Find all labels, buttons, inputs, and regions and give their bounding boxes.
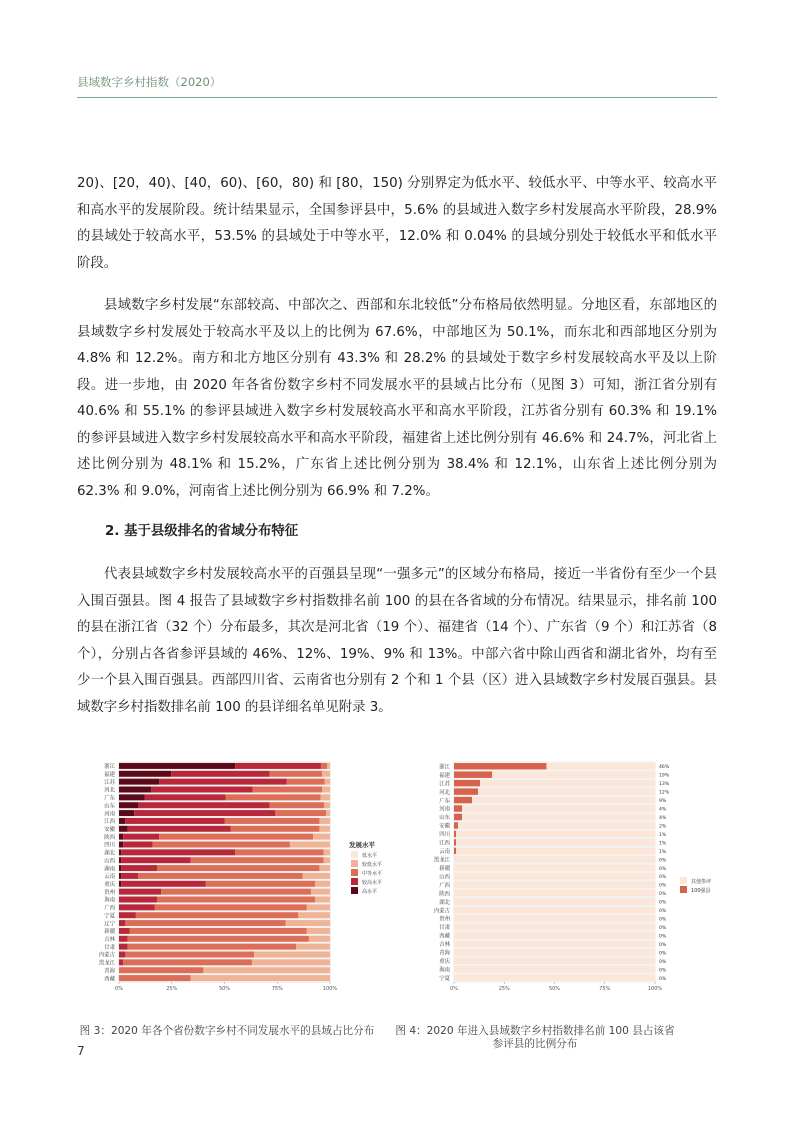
bar-segment	[454, 907, 655, 913]
value-label: 0%	[659, 858, 667, 864]
bar-segment	[119, 881, 121, 887]
bar-segment	[226, 794, 321, 800]
category-label: 新疆	[104, 929, 115, 936]
legend-label: 较低水平	[362, 862, 383, 868]
bar-segment	[480, 780, 655, 786]
x-tick-label: 0%	[115, 986, 123, 992]
bar-segment	[454, 805, 462, 811]
category-label: 湖南	[104, 866, 115, 873]
figure-3-chart	[77, 752, 397, 1022]
category-label: 宁夏	[439, 975, 450, 982]
bar-segment	[119, 842, 123, 848]
category-label: 贵州	[104, 889, 115, 896]
category-label: 山西	[439, 874, 450, 881]
value-label: 1%	[659, 841, 667, 847]
category-label: 重庆	[439, 959, 450, 966]
value-label: 0%	[659, 951, 667, 957]
bar-segment	[119, 920, 125, 926]
bar-segment	[462, 814, 655, 820]
bar-segment	[478, 788, 655, 794]
bar-segment	[454, 924, 655, 930]
value-label: 12%	[659, 790, 670, 796]
bar-segment	[324, 849, 330, 855]
bar-segment	[191, 857, 324, 863]
category-label: 四川	[104, 842, 115, 849]
bar-segment	[119, 849, 121, 855]
value-label: 4%	[659, 807, 667, 813]
category-label: 海南	[439, 967, 450, 974]
value-label: 0%	[659, 934, 667, 940]
category-label: 陕西	[439, 891, 450, 898]
category-label: 浙江	[104, 764, 115, 771]
section-heading: 2. 基于县级排名的省域分布特征	[105, 524, 299, 539]
category-label: 广西	[104, 905, 115, 912]
value-label: 0%	[659, 900, 667, 906]
bar-segment	[454, 932, 655, 938]
category-label: 海南	[104, 897, 115, 904]
bar-segment	[321, 794, 330, 800]
legend-swatch	[351, 878, 358, 885]
category-label: 云南	[104, 874, 115, 881]
value-label: 0%	[659, 909, 667, 915]
bar-segment	[454, 890, 655, 896]
bar-segment	[225, 818, 320, 824]
value-label: 0%	[659, 968, 667, 974]
bar-segment	[119, 794, 145, 800]
bar-segment	[454, 797, 472, 803]
category-label: 江苏	[439, 781, 450, 788]
bar-segment	[269, 771, 322, 777]
bar-segment	[321, 763, 327, 769]
category-label: 山东	[439, 815, 450, 822]
bar-segment	[252, 959, 330, 965]
bar-segment	[454, 763, 546, 769]
bar-segment	[311, 889, 330, 895]
bar-segment	[454, 814, 462, 820]
bar-segment	[121, 881, 205, 887]
bar-segment	[119, 889, 161, 895]
category-label: 河北	[104, 787, 115, 794]
value-label: 13%	[659, 782, 670, 788]
bar-segment	[454, 915, 655, 921]
bar-segment	[191, 975, 330, 981]
category-label: 江苏	[104, 779, 115, 786]
bar-segment	[325, 779, 330, 785]
category-label: 湖北	[104, 850, 115, 857]
category-label: 安徽	[104, 826, 115, 833]
bar-segment	[454, 898, 655, 904]
bar-segment	[138, 802, 269, 808]
bar-segment	[161, 889, 311, 895]
bar-segment	[315, 881, 330, 887]
bar-segment	[326, 810, 330, 816]
bar-segment	[296, 944, 330, 950]
x-tick-label: 100%	[322, 986, 338, 992]
running-header: 县域数字乡村指数（2020）	[77, 75, 222, 89]
bar-segment	[492, 771, 655, 777]
bar-segment	[324, 857, 330, 863]
category-label: 黑龙江	[433, 857, 450, 864]
bar-segment	[155, 904, 307, 910]
bar-segment	[454, 958, 655, 964]
category-label: 吉林	[104, 936, 115, 943]
category-label: 安徽	[439, 823, 450, 830]
bar-segment	[472, 797, 655, 803]
x-tick-label: 75%	[271, 986, 283, 992]
value-label: 0%	[659, 866, 667, 872]
x-tick-label: 0%	[450, 986, 458, 992]
bar-segment	[456, 839, 655, 845]
bar-segment	[454, 780, 480, 786]
value-label: 0%	[659, 959, 667, 965]
bar-segment	[454, 873, 655, 879]
bar-segment	[127, 944, 296, 950]
paragraph-2: 县域数字乡村发展“东部较高、中部次之、西部和东北较低”分布格局依然明显。分地区看，东部地区的县域数字乡村发展处于较高水平及以上的比例为 67.6%，中部地区为 50.1%，而东北和西部地区分别为 4.8% 和 12.2%。南方和北方地区分别有 43.3% 和 28.2% 的县域处于数字乡村发展较高水平及以上阶段。进一步地，由 2020 年各省份数字乡村不同发展水平的县域占比分布（见图 3）可知，浙江省分别有 40.6% 和 55.1% 的参评县域进入数字乡村发展较高水平和高水平阶段，江苏省分别有 60.3% 和 19.1% 的参评县域进入数字乡村发展较高水平和高水平阶段，福建省上述比例分别有 46.6% 和 24.7%，河北省上述比例分别为 48.1% 和 15.2%，广东省上述比例分别为 38.4% 和 12.1%，山东省上述比例分别为 62.3% 和 9.0%，河南省上述比例分别为 66.9% 和 7.2%。	[77, 298, 717, 499]
bar-segment	[134, 810, 275, 816]
bar-segment	[456, 831, 655, 837]
paragraph-1: 20)、[20，40)、[40，60)、[60，80) 和 [80，150) 分别界定为低水平、较低水平、中等水平、较高水平和高水平的发展阶段。统计结果显示，全国参评县中，5.6% 的县域进入数字乡村发展高水平阶段，28.9% 的县域处于较高水平，53.5% 的县域处于中等水平，12.0% 和 0.04% 的县域分别处于较低水平和低水平阶段。	[77, 176, 717, 271]
category-label: 河南	[439, 806, 450, 813]
bar-segment	[127, 826, 230, 832]
category-label: 内蒙古	[433, 908, 450, 915]
bar-segment	[119, 857, 121, 863]
bar-segment	[119, 865, 121, 871]
bar-segment	[269, 802, 324, 808]
value-label: 4%	[659, 816, 667, 821]
category-label: 山西	[104, 858, 115, 865]
header-divider	[77, 97, 717, 98]
category-label: 贵州	[439, 916, 450, 923]
bar-segment	[275, 810, 326, 816]
bar-segment	[119, 787, 151, 793]
category-label: 甘肃	[104, 944, 115, 951]
bar-segment	[454, 865, 655, 871]
bar-segment	[546, 763, 655, 769]
bar-segment	[454, 949, 655, 955]
bar-segment	[151, 787, 252, 793]
bar-segment	[125, 818, 224, 824]
bar-segment	[298, 912, 330, 918]
category-label: 西藏	[439, 933, 450, 940]
category-label: 甘肃	[439, 925, 450, 932]
category-label: 吉林	[439, 942, 450, 949]
bar-segment	[119, 944, 127, 950]
bar-segment	[307, 904, 330, 910]
category-label: 青海	[439, 950, 450, 957]
value-label: 1%	[659, 832, 667, 838]
value-label: 0%	[659, 917, 667, 923]
bar-segment	[303, 873, 330, 879]
value-label: 0%	[659, 875, 667, 881]
value-label: 0%	[659, 976, 667, 982]
legend-swatch	[680, 877, 687, 884]
bar-segment	[119, 952, 125, 958]
category-label: 浙江	[439, 764, 450, 771]
category-label: 湖北	[439, 899, 450, 906]
category-label: 辽宁	[104, 921, 115, 928]
value-label: 9%	[659, 799, 667, 805]
bar-segment	[454, 881, 655, 887]
bar-segment	[153, 842, 290, 848]
legend-swatch	[351, 860, 358, 867]
x-tick-label: 25%	[498, 986, 510, 992]
bar-segment	[235, 849, 324, 855]
bar-segment	[121, 865, 157, 871]
legend-label: 较高水平	[362, 880, 383, 886]
bar-segment	[119, 873, 121, 879]
bar-segment	[125, 920, 285, 926]
category-label: 广东	[439, 798, 450, 805]
legend-label: 其他参评	[691, 879, 712, 885]
bar-segment	[119, 810, 134, 816]
bar-segment	[159, 834, 313, 840]
bar-segment	[290, 842, 330, 848]
category-label: 内蒙古	[98, 952, 115, 959]
bar-segment	[203, 967, 330, 973]
category-label: 广东	[104, 795, 115, 802]
category-label: 江西	[439, 840, 450, 847]
bar-segment	[454, 941, 655, 947]
legend-title: 发展水平	[349, 841, 375, 849]
bar-segment	[119, 959, 123, 965]
legend-label: 中等水平	[362, 871, 383, 877]
bar-segment	[123, 842, 153, 848]
bar-segment	[127, 936, 308, 942]
bar-segment	[121, 873, 138, 879]
bar-segment	[454, 831, 456, 837]
bar-segment	[319, 818, 330, 824]
bar-segment	[121, 849, 235, 855]
bar-segment	[307, 928, 330, 934]
bar-segment	[145, 794, 226, 800]
bar-segment	[119, 818, 125, 824]
bar-segment	[119, 897, 157, 903]
category-label: 河南	[104, 811, 115, 818]
legend-swatch	[351, 851, 358, 858]
bar-segment	[136, 912, 298, 918]
figure-3-caption: 图 3：2020 年各个省份数字乡村不同发展水平的县域占比分布	[79, 1025, 375, 1037]
bar-segment	[254, 952, 330, 958]
bar-segment	[322, 787, 330, 793]
legend-swatch	[680, 886, 687, 893]
bar-segment	[119, 802, 138, 808]
value-label: 1%	[659, 849, 667, 855]
value-label: 0%	[659, 892, 667, 898]
category-label: 广西	[439, 882, 450, 889]
legend-label: 高水平	[362, 889, 378, 895]
bar-segment	[454, 839, 456, 845]
bar-segment	[235, 763, 321, 769]
bar-segment	[319, 826, 330, 832]
bar-segment	[171, 771, 269, 777]
value-label: 0%	[659, 883, 667, 889]
bar-segment	[119, 936, 127, 942]
value-label: 0%	[659, 942, 667, 948]
x-tick-label: 50%	[548, 986, 561, 992]
legend-swatch	[351, 869, 358, 876]
bar-segment	[458, 822, 655, 828]
legend-label: 低水平	[362, 853, 378, 859]
bar-segment	[454, 822, 458, 828]
category-label: 云南	[439, 849, 450, 856]
bar-segment	[125, 952, 254, 958]
bar-segment	[119, 967, 203, 973]
bar-segment	[454, 975, 655, 981]
bar-segment	[315, 897, 330, 903]
bar-segment	[123, 834, 159, 840]
legend-label: 100强县	[691, 888, 711, 894]
bar-segment	[324, 802, 330, 808]
category-label: 新疆	[439, 865, 450, 872]
value-label: 19%	[659, 773, 670, 779]
bar-segment	[454, 856, 655, 862]
category-label: 福建	[104, 771, 115, 778]
bar-segment	[157, 865, 319, 871]
x-tick-label: 50%	[218, 986, 231, 992]
bar-segment	[130, 928, 307, 934]
paragraph-3: 代表县域数字乡村发展较高水平的百强县呈现“一强多元”的区域分布格局，接近一半省份有至少一个县入围百强县。图 4 报告了县域数字乡村指数排名前 100 的县在各省域的分布情况。结果显示，排名前 100 的县在浙江省（32 个）分布最多，其次是河北省（19 个）、福建省（14 个）、广东省（9 个）和江苏省（8 个），分别占各省参评县域的 46%、12%、19%、9% 和 13%。中部六省中除山西省和湖北省外，均有至少一个县入围百强县。西部四川省、云南省也分别有 2 个和 1 个县（区）进入县域数字乡村发展百强县。县域数字乡村指数排名前 100 的县详细名单见附录 3。	[77, 567, 717, 715]
bar-segment	[322, 771, 330, 777]
bar-segment	[138, 873, 303, 879]
x-tick-label: 75%	[599, 986, 611, 992]
bar-segment	[119, 975, 191, 981]
bar-segment	[119, 834, 123, 840]
x-tick-label: 25%	[166, 986, 178, 992]
category-label: 重庆	[104, 881, 115, 888]
bar-segment	[119, 779, 159, 785]
bar-segment	[327, 763, 330, 769]
bar-segment	[454, 788, 478, 794]
bar-segment	[462, 805, 655, 811]
category-label: 河北	[439, 789, 450, 796]
bar-segment	[286, 920, 330, 926]
category-label: 黑龙江	[98, 960, 115, 967]
category-label: 四川	[439, 832, 450, 839]
plot-area	[118, 761, 331, 983]
page-number: 7	[77, 1044, 85, 1058]
category-label: 青海	[104, 968, 115, 975]
bar-segment	[159, 779, 286, 785]
category-label: 山东	[104, 803, 115, 810]
legend-swatch	[351, 887, 358, 894]
value-label: 0%	[659, 926, 667, 931]
figure-4-chart	[412, 752, 732, 1022]
bar-segment	[253, 787, 323, 793]
bar-segment	[119, 763, 235, 769]
figure-4-caption: 图 4：2020 年进入县域数字乡村指数排名前 100 县占该省参评县的比例分布	[395, 1025, 675, 1050]
bar-segment	[319, 865, 330, 871]
category-label: 福建	[439, 772, 450, 779]
value-label: 2%	[659, 824, 667, 830]
bar-segment	[309, 936, 330, 942]
bar-segment	[119, 826, 127, 832]
bar-segment	[119, 771, 171, 777]
bar-segment	[454, 848, 456, 854]
category-label: 宁夏	[104, 913, 115, 920]
bar-segment	[454, 771, 492, 777]
bar-segment	[119, 904, 155, 910]
category-label: 江西	[104, 819, 115, 826]
bar-segment	[313, 834, 330, 840]
value-label: 46%	[659, 765, 670, 771]
bar-segment	[119, 928, 130, 934]
bar-segment	[206, 881, 316, 887]
bar-segment	[123, 959, 252, 965]
bar-segment	[121, 857, 191, 863]
bar-segment	[287, 779, 325, 785]
bar-segment	[119, 912, 136, 918]
category-label: 陕西	[104, 834, 115, 841]
x-tick-label: 100%	[647, 986, 663, 992]
bar-segment	[456, 848, 655, 854]
bar-segment	[454, 966, 655, 972]
bar-segment	[231, 826, 320, 832]
category-label: 西藏	[104, 976, 115, 983]
bar-segment	[157, 897, 315, 903]
